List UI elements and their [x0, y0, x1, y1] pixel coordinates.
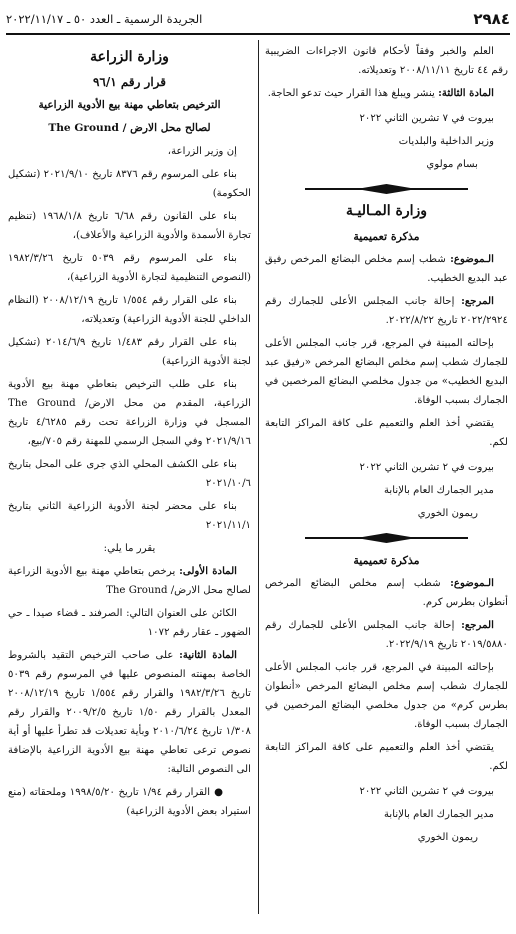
interior-date: بيروت في ٧ تشرين الثاني ٢٠٢٢: [359, 113, 494, 124]
decision-number: قرار رقم ٩٦/١: [92, 75, 167, 89]
decision-subject-line-2: لصالح محل الارض / The Ground: [48, 122, 211, 134]
memo-1-ref-label: المرجع:: [461, 295, 494, 307]
preamble-line: بناء على المرسوم رقم ٥٠٣٩ تاريخ ١٩٨٢/٣/٢٦ (النصوص التنظيمية لتجارة الأدوية الزراعية)،: [8, 253, 251, 283]
memo-2-circulate: يقتضي أخذ العلم والتعميم على كافة المراكز التابعة لكم.: [265, 742, 508, 772]
ministry-agriculture-title: وزارة الزراعة: [90, 49, 169, 65]
memo-2-subject-label: الـموضوع:: [450, 577, 494, 589]
memo-2-ref-text: إحالة جانب المجلس الأعلى للجمارك رقم ٢٠١٩/٥٨٨٠ تاريخ ٢٠٢٢/٩/١٩.: [265, 620, 508, 650]
memo-2-date: بيروت في ٢ تشرين الثاني ٢٠٢٢: [359, 786, 494, 797]
memo-1: [265, 227, 508, 523]
memo-2-subject: [265, 574, 508, 612]
article1: [8, 562, 251, 600]
ministry-finance-title: وزارة المـاليـة: [345, 203, 428, 219]
article2-label: المادة الثانية:: [179, 649, 237, 661]
memo-2-subject-text: شطب إسم مخلص البضائع المرخص أنطوان بطرس كرم.: [265, 578, 508, 608]
bullet-item: [8, 783, 251, 821]
decision-subject-line-1: الترخيص بتعاطي مهنة بيع الأدوية الزراعية: [38, 99, 221, 111]
preamble-line: بناء على طلب الترخيص بتعاطي مهنة بيع الأدوية الزراعية، المقدم من محل الارض/ The Ground المسجل في وزارة الزراعة تحت رقم ٤/٦٢٨٥ تاريخ ٢٠٢١/٩/١٦ وفي السجل الرسمي للمهنة رقم ٧٠٥/بيع،: [8, 379, 251, 447]
memo-1-reference: [265, 292, 508, 330]
memo-2-reference: [265, 616, 508, 654]
intro-text: العلم والخبر وفقاً لأحكام قانون الاجراءات الضريبية رقم ٤٤ تاريخ ٢٠٠٨/١١/١١ وتعديلاته.: [265, 46, 508, 76]
memo-2-signer-name: ريمون الخوري: [417, 832, 478, 843]
right-column: [265, 42, 508, 851]
article3-label: المادة الثالثة:: [438, 87, 494, 99]
memo-1-signature: [265, 458, 508, 523]
memo-2-heading: مذكرة تعميمية: [353, 554, 420, 567]
page-header: [6, 6, 510, 32]
memo-2-body: بإحالته المبينة في المرجع، قرر جانب المجلس الأعلى للجمارك شطب إسم مخلص البضائع المرخص «أنطوان بطرس كرم» من جدول مخلصي البضائع المرخصين في الجمارك بسبب الوفاة.: [265, 662, 508, 730]
preamble-line: بناء على محضر لجنة الأدوية الزراعية الثاني بتاريخ ٢٠٢١/١١/١: [8, 501, 251, 531]
interior-minister-name: بسام مولوي: [426, 159, 478, 170]
preamble-line: بناء على المرسوم رقم ٨٣٧٦ تاريخ ٢٠٢١/٩/١٠ (تشكيل الحكومة): [8, 169, 251, 199]
left-column: [8, 42, 251, 825]
article3-text: ينشر ويبلغ هذا القرار حيث تدعو الحاجة.: [267, 88, 439, 99]
decides-heading: يقرر ما يلي:: [103, 543, 156, 554]
article1-text: يرخص بتعاطي مهنة بيع الأدوية الزراعية لصالح محل الارض/ The Ground: [8, 566, 251, 596]
preamble-line: بناء على الكشف المحلي الذي جرى على المحل بتاريخ ٢٠٢١/١٠/٦: [8, 459, 251, 489]
header-rule: [6, 33, 510, 35]
preamble-line: بناء على القانون رقم ٦/٦٨ تاريخ ١٩٦٨/١/٨ (تنظيم تجارة الأسمدة والأدوية الزراعية والأعلاف)،: [8, 211, 251, 241]
memo-1-signer-title: مدير الجمارك العام بالإنابة: [383, 485, 494, 496]
gazette-issue-info: الجريدة الرسمية ـ العدد ٥٠ ـ ٢٠٢٢/١١/١٧: [6, 12, 203, 26]
interior-minister-title: وزير الداخلية والبلديات: [398, 136, 494, 147]
interior-signature: [265, 109, 508, 174]
shop-location: الكائن على العنوان التالي: الصرفند ـ قضاء صيدا ـ حي الضهور ـ عقار رقم ١٠٧٢: [8, 608, 251, 638]
memo-2-signer-title: مدير الجمارك العام بالإنابة: [383, 809, 494, 820]
section-separator: [265, 533, 508, 543]
memo-1-heading: مذكرة تعميمية: [353, 230, 420, 243]
article2-text: على صاحب الترخيص التقيد بالشروط الخاصة بمهنته المنصوص عليها في المرسوم رقم ٥٠٣٩ تاريخ ١٩٨٢/٣/٢٦ والقرار رقم ١/٥٥٤ تاريخ ٢٠٠٨/١٢/١٩ المعدل بالقرار رقم ١/٥٠ تاريخ ٢٠٠٩/٢/٥ والقرار رقم ١/٣٠٨ تاريخ ٢٠١٠/٦/٢٤ وبأية تعديلات قد تطرأ عليها أو أية نصوص ترعى تعاطي مهنة بيع الأدوية الزراعية بالإضافة الى النصوص التالية:: [8, 650, 252, 775]
memo-1-body: بإحالته المبينة في المرجع، قرر جانب المجلس الأعلى للجمارك شطب إسم مخلص البضائع المرخص «رفيق عبد البديع الخطيب» من جدول مخلصي البضائع المرخصين في الجمارك بسبب الوفاة.: [265, 338, 508, 406]
memo-2-signature: [265, 782, 508, 847]
memo-1-subject-text: شطب إسم مخلص البضائع المرخص رفيق عبد البديع الخطيب.: [265, 254, 508, 284]
memo-1-date: بيروت في ٢ تشرين الثاني ٢٠٢٢: [359, 462, 494, 473]
page-number: ٢٩٨٤: [473, 10, 510, 28]
preamble-line: إن وزير الزراعة،: [167, 146, 237, 157]
article3: [265, 84, 508, 103]
column-divider: [258, 40, 259, 914]
article2: [8, 646, 251, 779]
memo-1-ref-text: إحالة جانب المجلس الأعلى للجمارك رقم ٢٠٢٢/٢٩٢٤ تاريخ ٢٠٢٢/٨/٢٢.: [265, 296, 508, 326]
bullet-item-text: القرار رقم ١/٩٤ تاريخ ١٩٩٨/٥/٢٠ وملحقاته (منع استيراد بعض الأدوية الزراعية): [8, 787, 251, 817]
memo-2: [265, 551, 508, 847]
section-separator: [265, 184, 508, 194]
memo-1-subject: [265, 250, 508, 288]
memo-1-subject-label: الـموضوع:: [450, 253, 494, 265]
memo-1-signer-name: ريمون الخوري: [417, 508, 478, 519]
bullet-icon: ●: [214, 787, 223, 798]
memo-1-circulate: يقتضي أخذ العلم والتعميم على كافة المراكز التابعة لكم.: [265, 418, 508, 448]
preamble-line: بناء على القرار رقم ١/٥٥٤ تاريخ ٢٠٠٨/١٢/١٩ (النظام الداخلي للجنة الأدوية الزراعية) وتعديلاته،: [8, 295, 251, 325]
preamble-line: بناء على القرار رقم ١/٤٨٣ تاريخ ٢٠١٤/٦/٩ (تشكيل لجنة الأدوية الزراعية): [8, 337, 251, 367]
article1-label: المادة الأولى:: [179, 565, 238, 577]
memo-2-ref-label: المرجع:: [461, 619, 494, 631]
